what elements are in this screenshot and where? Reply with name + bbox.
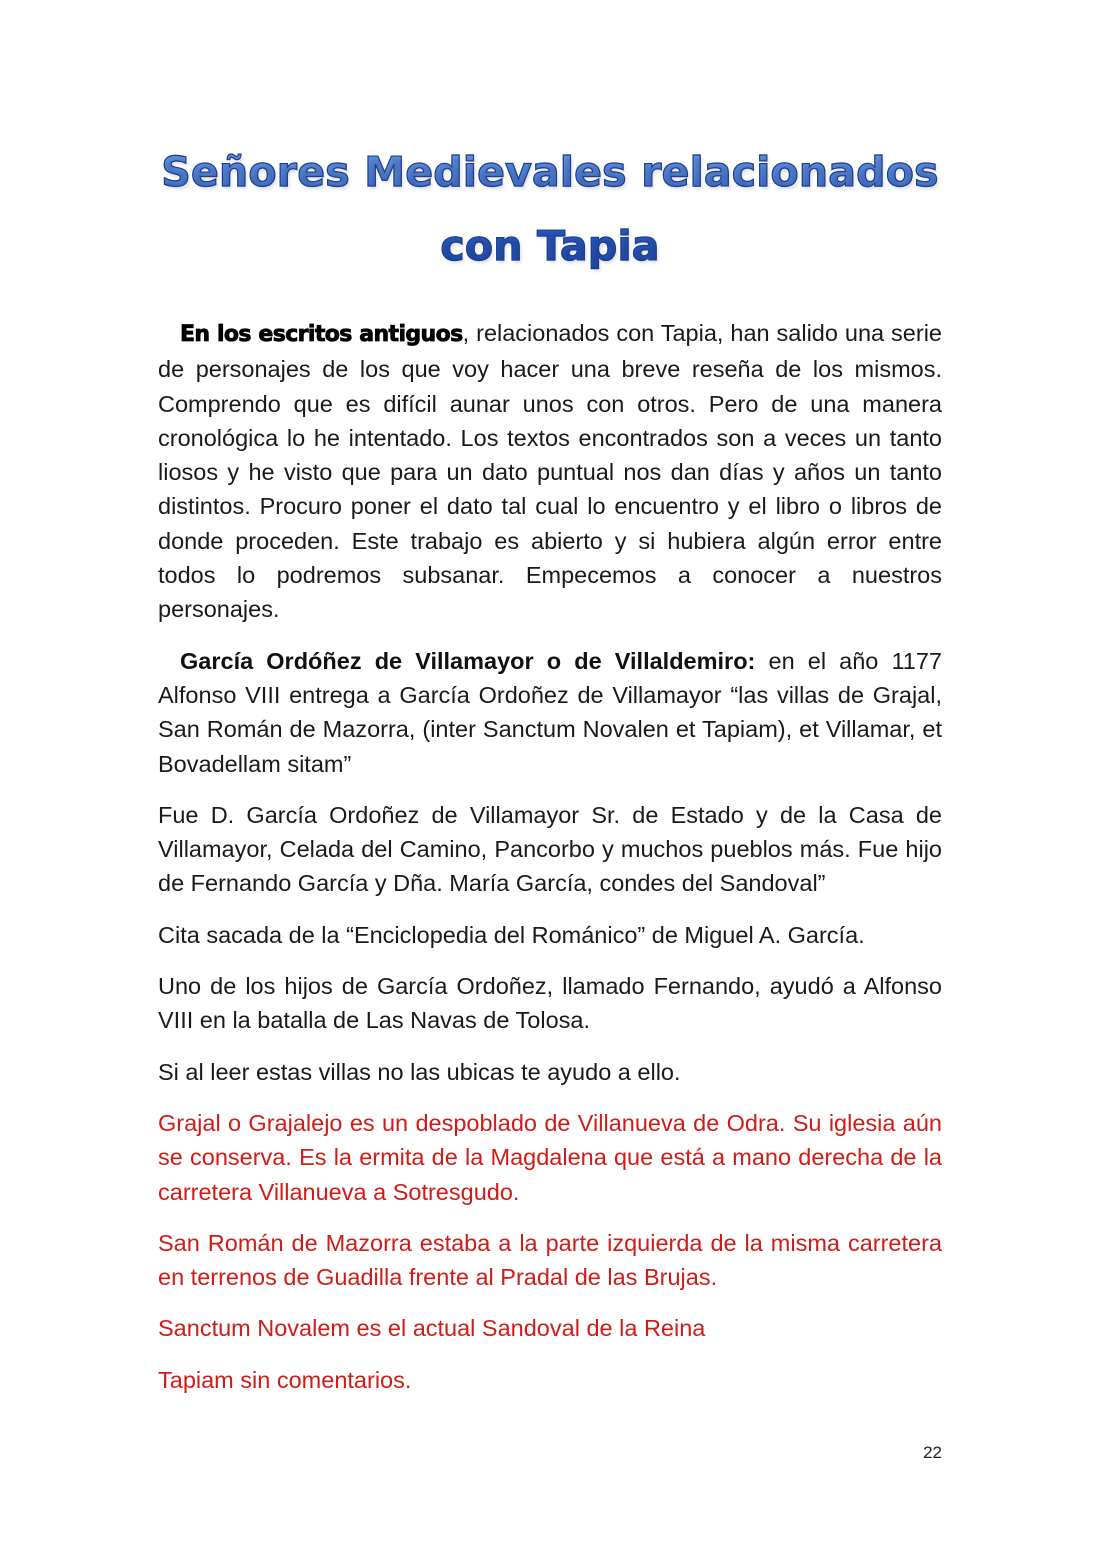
estado-paragraph: Fue D. García Ordoñez de Villamayor Sr. de Estado y de la Casa de Villamayor, Celada del Camino, Pancorbo y muchos pueblos más. Fue hijo de Fernando García y Dña. María García, condes del Sandoval”: [158, 801, 942, 897]
title-line-2: con Tapia: [440, 222, 660, 270]
san-roman-note: San Román de Mazorra estaba a la parte izquierda de la misma carretera en terrenos de Guadilla frente al Pradal de las Brujas.: [158, 1229, 942, 1291]
intro-lead-phrase: En los escritos antiguos: [180, 322, 463, 347]
intro-paragraph: [158, 316, 942, 627]
title-line-1: Señores Medievales relacionados: [161, 148, 939, 196]
grajal-note: Grajal o Grajalejo es un despoblado de Villanueva de Odra. Su iglesia aún se conserva. Es la ermita de la Magdalena que está a mano derecha de la carretera Villanueva a Sotresgudo.: [158, 1109, 942, 1205]
citation-paragraph: Cita sacada de la “Enciclopedia del Románico” de Miguel A. García.: [158, 921, 865, 948]
tapiam-note: Tapiam sin comentarios.: [158, 1366, 412, 1393]
intro-text: , relacionados con Tapia, han salido una serie de personajes de los que voy hacer una breve reseña de los mismos. Comprendo que es difícil aunar unos con otros. Pero de una manera cronológica lo he intentado. Los textos encontrados son a veces un tanto liosos y he visto que para un dato puntual nos dan días y años un tanto distintos. Procuro poner el dato tal cual lo encuentro y el libro o libros de donde proceden. Este trabajo es abierto y si hubiera algún error entre todos lo podremos subsanar. Empecemos a conocer a nuestros personajes.: [158, 320, 942, 623]
sons-paragraph: Uno de los hijos de García Ordoñez, llamado Fernando, ayudó a Alfonso VIII en la batalla de Las Navas de Tolosa.: [158, 973, 942, 1034]
garcia-ordonez-paragraph: [158, 644, 942, 781]
person-name-heading: García Ordóñez de Villamayor o de Villaldemiro:: [180, 647, 756, 674]
garcia-ordonez-text: en el año 1177 Alfonso VIII entrega a García Ordoñez de Villamayor “las villas de Grajal, San Román de Mazorra, (inter Sanctum Novalen et Tapiam), et Villamar, et Bovadellam sitam”: [158, 647, 942, 777]
body-text: [158, 316, 942, 1397]
page-number: 22: [923, 1443, 942, 1462]
page-title: [158, 140, 942, 278]
location-intro-paragraph: Si al leer estas villas no las ubicas te ayudo a ello.: [158, 1058, 681, 1085]
sanctum-novalem-note: Sanctum Novalem es el actual Sandoval de la Reina: [158, 1315, 706, 1342]
document-page: [158, 140, 942, 1414]
